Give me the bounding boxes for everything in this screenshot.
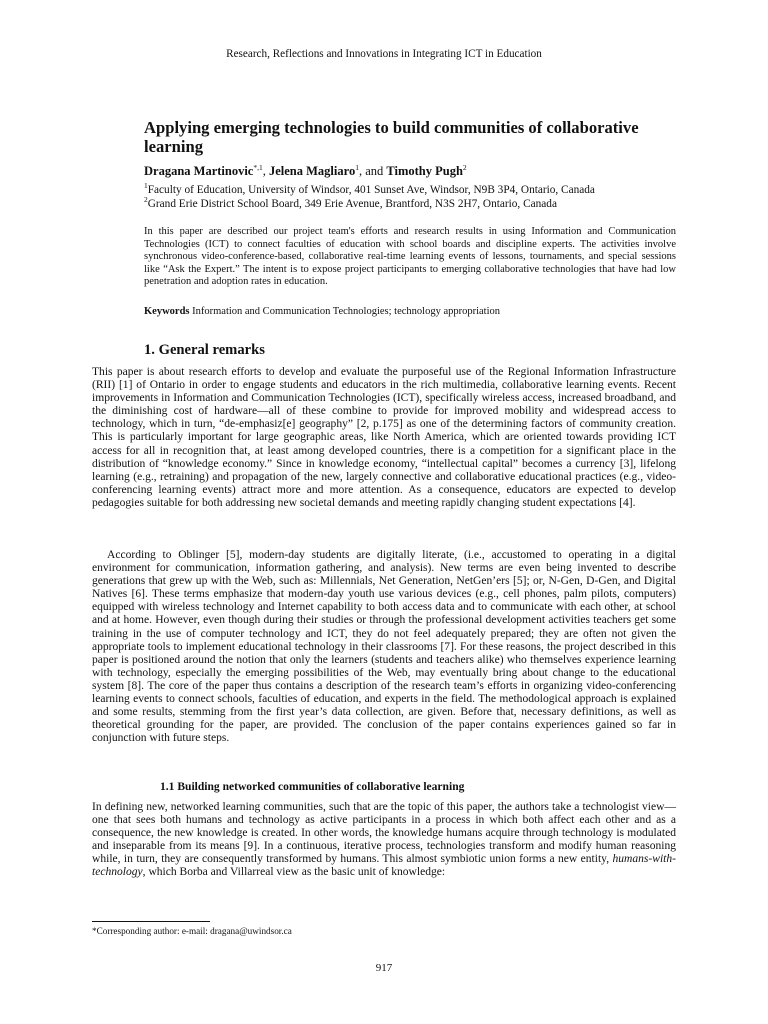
title-block: [144, 118, 684, 211]
affiliation: [144, 181, 684, 198]
author-list: [144, 164, 684, 179]
body-paragraph: [92, 801, 676, 880]
author-superscript: 2: [462, 162, 467, 172]
paragraph-text: , which Borba and Villarreal view as the basic unit of knowledge:: [142, 866, 446, 879]
footnote-divider: [92, 921, 210, 922]
author-separator: ,: [262, 164, 269, 178]
section-heading: 1. General remarks: [144, 342, 265, 358]
affiliation-superscript: 2: [144, 194, 148, 204]
page-number: 917: [375, 962, 393, 974]
author-name: Dragana Martinovic: [144, 164, 254, 178]
affiliation-superscript: 1: [144, 181, 148, 191]
author-name: Timothy Pugh: [386, 164, 463, 178]
affiliation: [144, 194, 684, 212]
paper-title: Applying emerging technologies to build communities of collaborative learning: [144, 118, 639, 156]
keywords-label: Keywords: [144, 306, 190, 317]
subsection-heading: 1.1 Building networked communities of collaborative learning: [160, 781, 465, 793]
running-head: Research, Reflections and Innovations in Integrating ICT in Education: [226, 48, 542, 60]
affiliation-text: Faculty of Education, University of Windsor, 401 Sunset Ave, Windsor, N9B 3P4, Ontario, Canada: [147, 184, 595, 196]
author-superscript: *,1: [253, 162, 263, 172]
keywords-text: Information and Communication Technologies; technology appropriation: [189, 306, 501, 317]
author-name: Jelena Magliaro: [268, 164, 356, 178]
author-superscript: 1: [355, 162, 359, 172]
abstract: In this paper are described our project team's efforts and research results in using Information and Communication Technologies (ICT) to connect faculties of education with school boards and discipline experts. The activities involve synchronous video-conference-based, collaborative real-time learning events of lessons, tournaments, and special sessions like “Ask the Expert.” The intent is to expose project participants to emerging collaborative technologies that have had low penetration and adoption rates in education.: [144, 226, 676, 288]
body-paragraph: This paper is about research efforts to develop and evaluate the purposeful use of the Regional Information Infrastructure (RII) [1] of Ontario in order to engage students and educators in the rich multimedia, collaborative learning events. Recent improvements in Information and Communication Technologies (ICT), specifically wireless access, increased broadband, and the diminishing cost of hardware—all of these combine to provide for improved mobility and widespread access to technology, which in turn, “de-emphasiz[e] geography” [2, p.175] as one of the determining factors of community creation. This is particularly important for large geographic areas, like North America, which are oriented towards providing ICT access for all in recognition that, at least among developed countries, there is a competition for a significant place in the distribution of “knowledge economy.” Since in knowledge economy, “intellectual capital” becomes a currency [3], lifelong learning (e.g., retraining) and propagation of the new, largely connective and collaborative educational practices (e.g., video-conferencing learning events) attract more and more attention. As a consequence, educators are expected to develop pedagogies suitable for both addressing new societal demands and meeting rapidly changing student expectations [4].: [92, 366, 676, 509]
body-paragraph: According to Oblinger [5], modern-day students are digitally literate, (i.e., accustomed to operating in a digital environment for communication, information gathering, and analysis). New terms are even being invented to describe generations that grew up with the Web, such as: Millennials, Net Generation, NetGen’ers [5]; or, N-Gen, D-Gen, and Digital Natives [6]. These terms emphasize that modern-day youth use various devices (e.g., cell phones, palm pilots, computers) equipped with wireless technology and Internet capability to both access data and to communicate with each other, at school and at home. However, even though during their studies or through the professional development activities teachers get some training in the use of computer technology and ICT, they do not feel adequately prepared; they are often not given the appropriate tools to implement educational technology in their classrooms [7]. For these reasons, the project described in this paper is positioned around the notion that only the learners (students and teachers alike) who themselves experience learning with technology, especially the emerging possibilities of the Web, may eventually bring about change to the educational system [8]. The core of the paper thus contains a description of the research team’s efforts in organizing video-conferencing learning events to connect schools, faculties of education, and experts in the field. The methodological approach is explained and some results, stemming from the first year’s data collection, are given. Before that, necessary definitions, as well as theoretical grounding for the paper, are provided. The conclusion of the paper contains experiences gained so far in conjunction with future steps.: [92, 549, 676, 745]
author-separator: , and: [358, 164, 387, 178]
paragraph-text: In defining new, networked learning communities, such that are the topic of this paper, the authors take a technologist view—one that sees both humans and technology as active participants in a process in which both affect each other and as a consequence, the new knowledge is created. In other words, the knowledge humans acquire through technology is modulated and inseparable from its means [9]. In a continuous, iterative process, technologies transform and modify human reasoning while, in turn, they are consequently transformed by humans. This almost symbiotic union forms a new entity,: [92, 801, 676, 866]
emphasis-text: humans-with-technology: [92, 853, 676, 879]
affiliation-list: [144, 181, 684, 211]
footnote: *Corresponding author: e-mail: dragana@uwindsor.ca: [92, 926, 292, 936]
affiliation-text: Grand Erie District School Board, 349 Erie Avenue, Brantford, N3S 2H7, Ontario, Canada: [147, 197, 557, 210]
keywords: [144, 305, 676, 318]
